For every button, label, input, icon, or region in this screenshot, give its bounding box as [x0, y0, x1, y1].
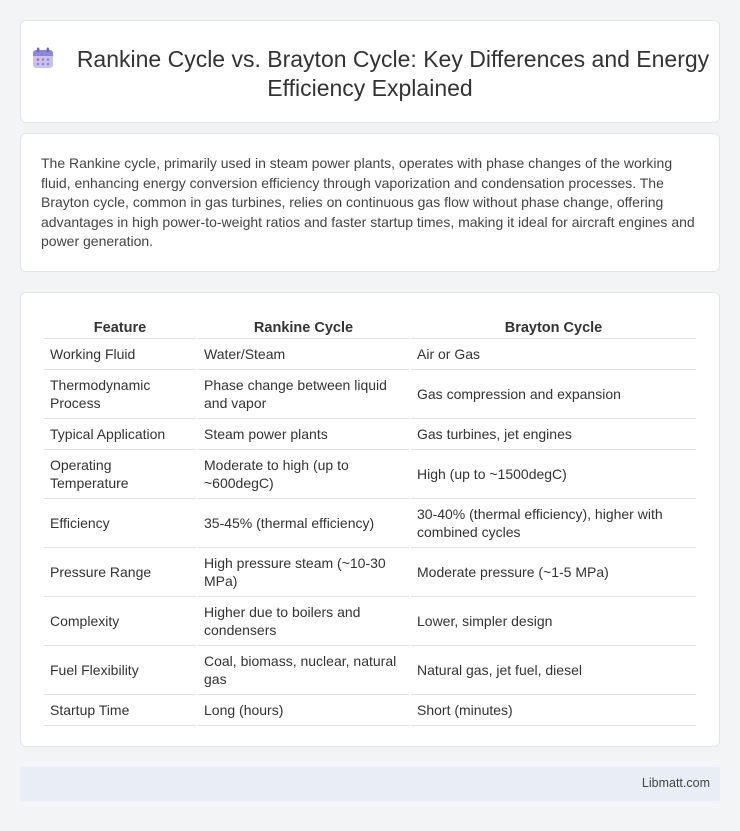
header-rankine: Rankine Cycle — [198, 315, 409, 339]
rankine-cell: Steam power plants — [198, 419, 409, 450]
intro-card — [20, 133, 720, 272]
feature-cell: Working Fluid — [44, 339, 196, 370]
rankine-cell: 35-45% (thermal efficiency) — [198, 499, 409, 548]
feature-cell: Efficiency — [44, 499, 196, 548]
table-header-row — [44, 315, 696, 339]
rankine-cell: Coal, biomass, nuclear, natural gas — [198, 646, 409, 695]
brayton-cell: Gas compression and expansion — [411, 370, 696, 419]
table-row — [44, 419, 696, 450]
feature-cell: Startup Time — [44, 695, 196, 726]
table-card — [20, 292, 720, 747]
table-row — [44, 646, 696, 695]
brayton-cell: Lower, simpler design — [411, 597, 696, 646]
brayton-cell: Short (minutes) — [411, 695, 696, 726]
page-title-wrap — [21, 45, 719, 103]
rankine-cell: Water/Steam — [198, 339, 409, 370]
brayton-cell: Natural gas, jet fuel, diesel — [411, 646, 696, 695]
feature-cell: Complexity — [44, 597, 196, 646]
calendar-icon — [31, 46, 55, 70]
rankine-cell: Moderate to high (up to ~600degC) — [198, 450, 409, 499]
rankine-cell: Higher due to boilers and condensers — [198, 597, 409, 646]
page-title: Rankine Cycle vs. Brayton Cycle: Key Differences and Energy Efficiency Explained — [76, 46, 710, 101]
comparison-table — [42, 315, 698, 726]
header-feature: Feature — [44, 315, 196, 339]
rankine-cell: High pressure steam (~10-30 MPa) — [198, 548, 409, 597]
brayton-cell: Gas turbines, jet engines — [411, 419, 696, 450]
table-row — [44, 339, 696, 370]
header-brayton: Brayton Cycle — [411, 315, 696, 339]
feature-cell: Fuel Flexibility — [44, 646, 196, 695]
feature-cell: Operating Temperature — [44, 450, 196, 499]
footer-brand[interactable]: Libmatt.com — [641, 776, 710, 790]
table-row — [44, 597, 696, 646]
feature-cell: Pressure Range — [44, 548, 196, 597]
title-card — [20, 20, 720, 123]
brayton-cell: Moderate pressure (~1-5 MPa) — [411, 548, 696, 597]
table-row — [44, 695, 696, 726]
brayton-cell: High (up to ~1500degC) — [411, 450, 696, 499]
rankine-cell: Long (hours) — [198, 695, 409, 726]
table-row — [44, 499, 696, 548]
brayton-cell: 30-40% (thermal efficiency), higher with combined cycles — [411, 499, 696, 548]
table-row — [44, 548, 696, 597]
table-row — [44, 450, 696, 499]
footer-bar — [20, 767, 720, 801]
rankine-cell: Phase change between liquid and vapor — [198, 370, 409, 419]
brayton-cell: Air or Gas — [411, 339, 696, 370]
feature-cell: Thermodynamic Process — [44, 370, 196, 419]
intro-paragraph: The Rankine cycle, primarily used in steam power plants, operates with phase changes of the working fluid, enhancing energy conversion efficiency through vaporization and condensation processes. The Brayton cycle, common in gas turbines, relies on continuous gas flow without phase change, offering advantages in high power-to-weight ratios and faster startup times, making it ideal for aircraft engines and power generation. — [41, 155, 695, 250]
table-row — [44, 370, 696, 419]
feature-cell: Typical Application — [44, 419, 196, 450]
